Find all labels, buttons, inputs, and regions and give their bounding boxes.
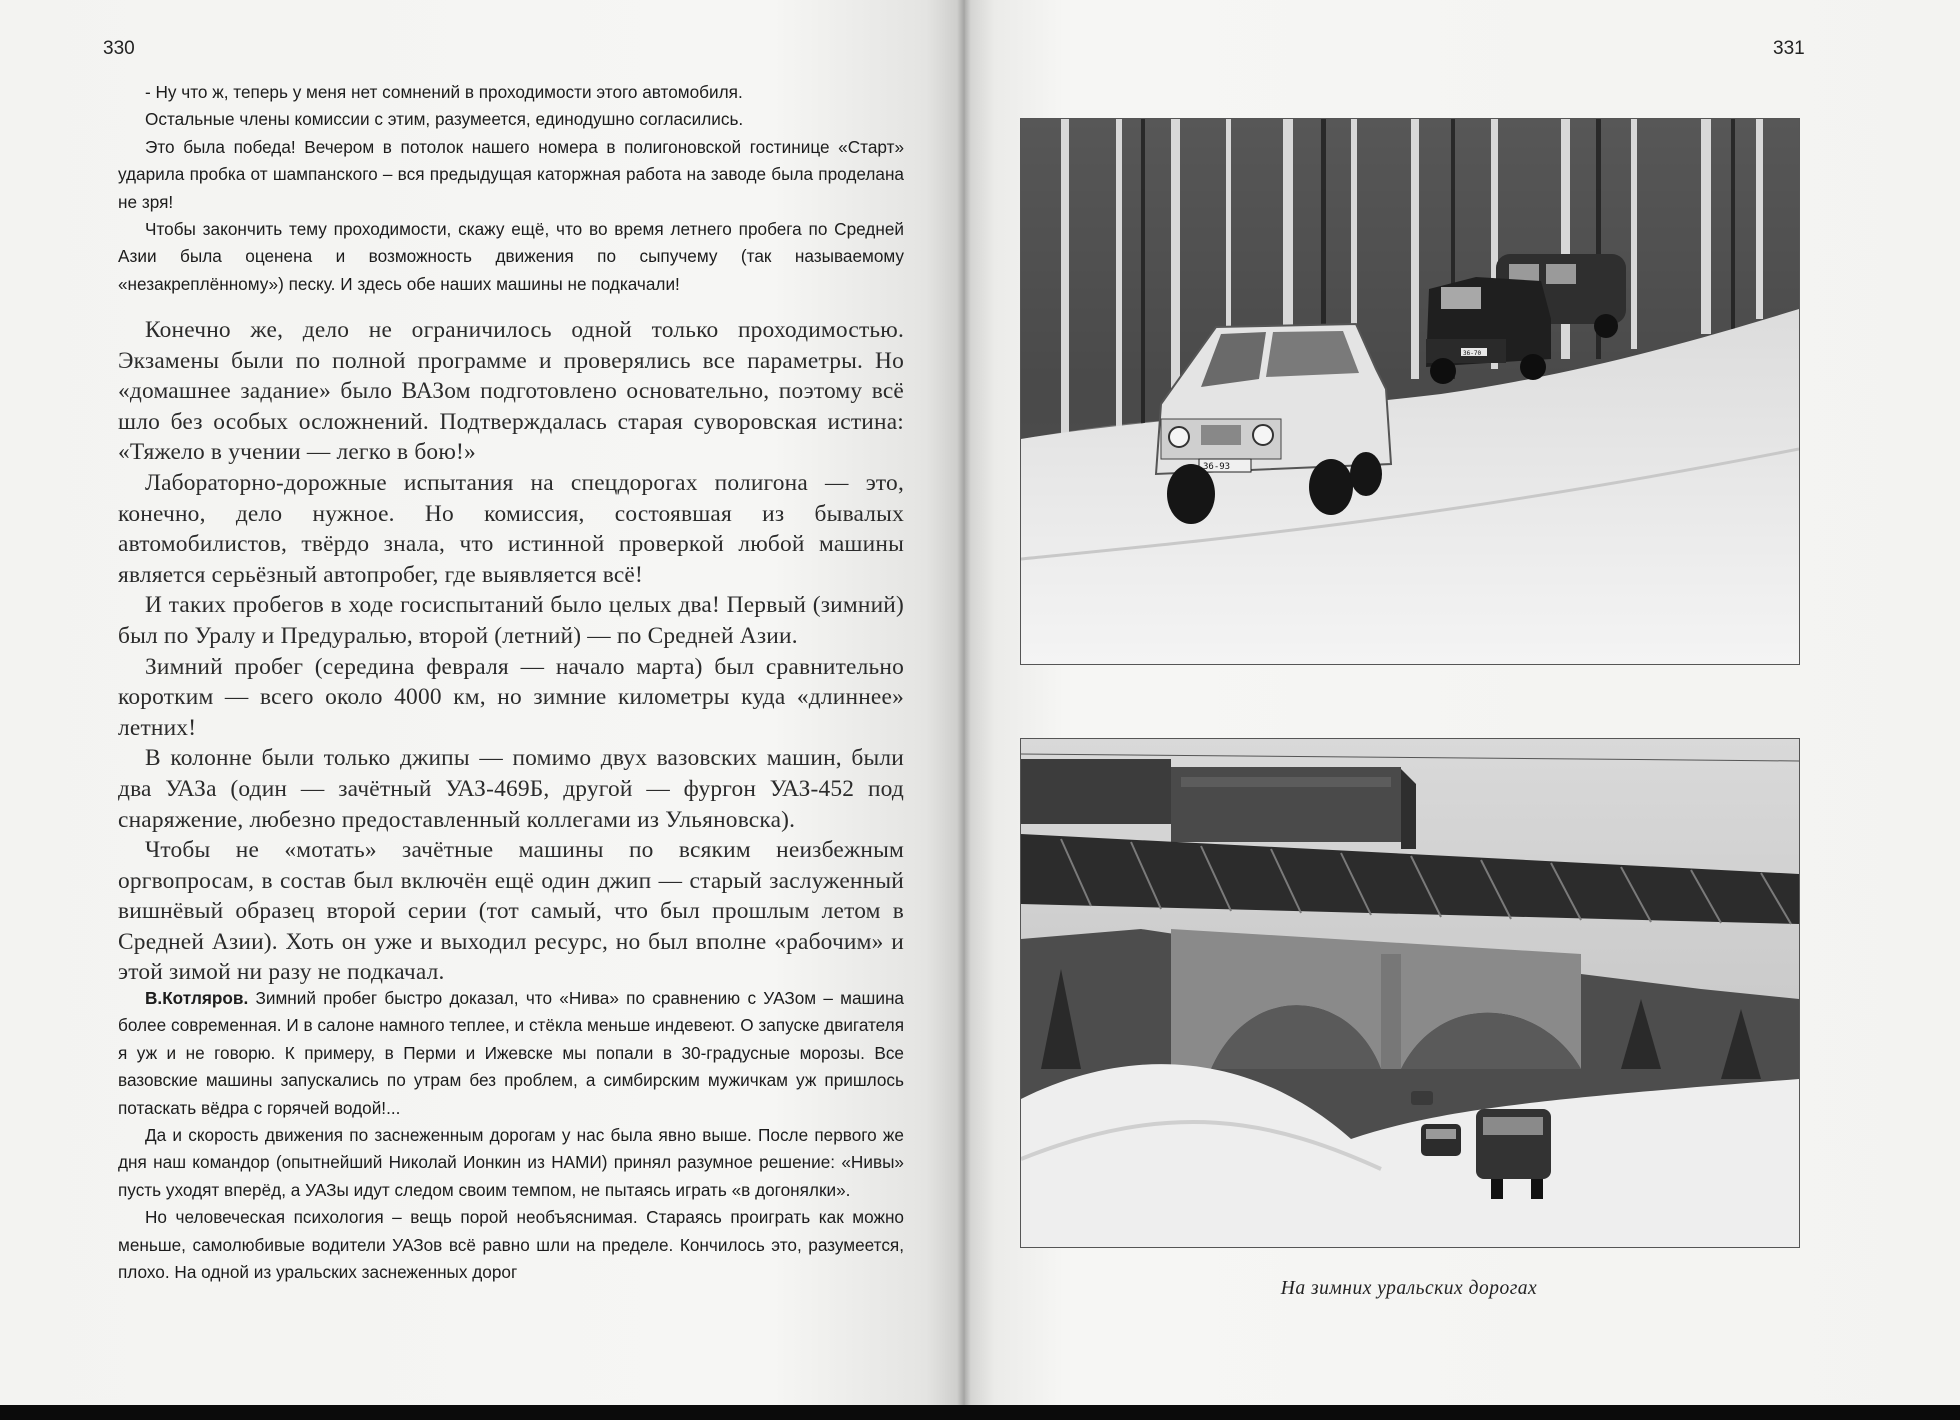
quote-paragraph: Да и скорость движения по заснеженным дорогам у нас была явно выше. После первого же дня наш командор (опытнейший Николай Ионкин из НАМИ) принял разумное решение: «Нивы» пусть уходят вперёд, а УАЗы идут следом своим темпом, не пытаясь играть «в догонялки». xyxy=(118,1125,904,1200)
winter-convoy-image xyxy=(1021,119,1799,664)
photo-railway-bridge xyxy=(1020,738,1800,1248)
intro-text-block xyxy=(118,79,904,298)
main-paragraph: И таких пробегов в ходе госиспытаний было целых два! Первый (зимний) был по Уралу и Предуралью, второй (летний) — по Средней Азии. xyxy=(118,592,904,649)
quote-speaker: В.Котляров. xyxy=(145,988,249,1008)
book-gutter xyxy=(957,0,971,1405)
plate-white-niva: 36-93 xyxy=(1203,462,1231,472)
quote-text-block xyxy=(118,985,904,1286)
plate-dark-niva: 36-70 xyxy=(1463,350,1482,357)
scan-bottom-edge xyxy=(0,1405,1960,1420)
main-text-block xyxy=(118,315,904,988)
main-paragraph: Лабораторно-дорожные испытания на спецдорогах полигона — это, конечно, дело нужное. Но комиссия, состоявшая из бывалых автомобилистов, твёрдо знала, что истинной проверкой любой машины является серьёзный автопробег, где выявляется всё! xyxy=(118,469,904,588)
main-paragraph: Зимний пробег (середина февраля — начало марта) был сравнительно коротким — всего около 4000 км, но зимние километры куда «длиннее» летних! xyxy=(118,653,904,741)
photo-caption: На зимних уральских дорогах xyxy=(1280,1278,1538,1299)
page-number-left: 330 xyxy=(103,38,135,59)
main-paragraph: Конечно же, дело не ограничилось одной только проходимостью. Экзамены были по полной программе и проверялись все параметры. Но «домашнее задание» было ВАЗом подготовлено основательно, поэтому всё шло без особых осложнений. Подтверждалась старая суворовская истина: «Тяжело в учении — легко в бою!» xyxy=(118,317,904,466)
page-number-right: 331 xyxy=(1773,38,1805,59)
quote-first-text: Зимний пробег быстро доказал, что «Нива» по сравнению с УАЗом – машина более современная. И в салоне намного теплее, и стёкла меньше индевеют. О запуске двигателя я уж и не говорю. К примеру, в Перми и Ижевске мы попали в 30-градусные морозы. Все вазовские машины запускались по утрам без проблем, а симбирским мужичкам уж пришлось потаскать вёдра с горячей водой!... xyxy=(118,988,904,1118)
photo-winter-convoy xyxy=(1020,118,1800,665)
main-paragraph: Чтобы не «мотать» зачётные машины по всяким неизбежным оргвопросам, в состав был включён ещё один джип — старый заслуженный вишнёвый образец второй серии (тот самый, что был прошлым летом в Средней Азии). Хоть он уже и выходил ресурс, но был вполне «рабочим» и этой зимой ни разу не подкачал. xyxy=(118,837,904,986)
intro-paragraph: - Ну что ж, теперь у меня нет сомнений в проходимости этого автомобиля. xyxy=(145,82,743,102)
intro-paragraph: Чтобы закончить тему проходимости, скажу ещё, что во время летнего пробега по Средней Азии была оценена и возможность движения по сыпучему (так называемому «незакреплённому») песку. И здесь обе наших машины не подкачали! xyxy=(118,219,904,294)
right-page xyxy=(965,0,1960,1405)
quote-paragraph: Но человеческая психология – вещь порой необъяснимая. Стараясь проиграть как можно меньше, самолюбивые водители УАЗов всё равно шли на пределе. Кончилось это, разумеется, плохо. На одной из уральских заснеженных дорог xyxy=(118,1207,904,1283)
railway-bridge-image xyxy=(1021,739,1799,1247)
intro-paragraph: Это была победа! Вечером в потолок нашего номера в полигоновской гостинице «Старт» ударила пробка от шампанского – вся предыдущая каторжная работа на заводе была проделана не зря! xyxy=(118,136,904,212)
quote-first-paragraph xyxy=(118,985,904,1122)
intro-paragraph: Остальные члены комиссии с этим, разумеется, единодушно согласились. xyxy=(145,109,744,130)
left-page xyxy=(0,0,965,1405)
main-paragraph: В колонне были только джипы — помимо двух вазовских машин, были два УАЗа (один — зачётный УАЗ-469Б, другой — фургон УАЗ-452 под снаряжение, любезно предоставленный коллегами из Ульяновска). xyxy=(118,745,904,833)
